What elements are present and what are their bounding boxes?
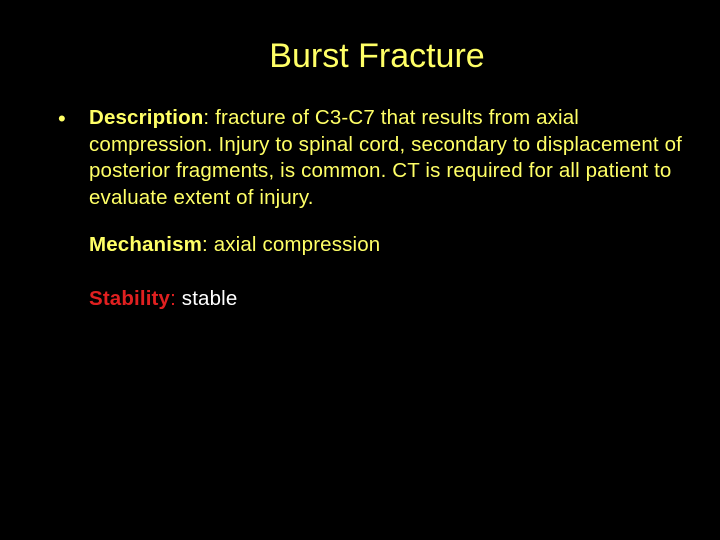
- mechanism-colon: :: [202, 233, 208, 256]
- stability-value: stable: [175, 287, 238, 310]
- stability-colon: :: [170, 287, 176, 310]
- description-text: fracture of C3-C7 that results from axial compression. Injury to spinal cord, secondary to displacement of posterior fragments, is common. CT is required for all patient to evaluate extent of injury.: [89, 106, 682, 209]
- mechanism-term: Mechanism: [89, 233, 202, 256]
- description-colon: :: [203, 106, 210, 129]
- bullet-icon: •: [58, 106, 66, 131]
- mechanism-paragraph: [89, 232, 689, 259]
- description-term: Description: [89, 106, 204, 129]
- stability-term: Stability: [89, 287, 171, 310]
- mechanism-text: axial compression: [207, 233, 381, 256]
- description-paragraph: [89, 105, 689, 211]
- stability-paragraph: [89, 286, 689, 313]
- slide-title: Burst Fracture: [269, 37, 485, 75]
